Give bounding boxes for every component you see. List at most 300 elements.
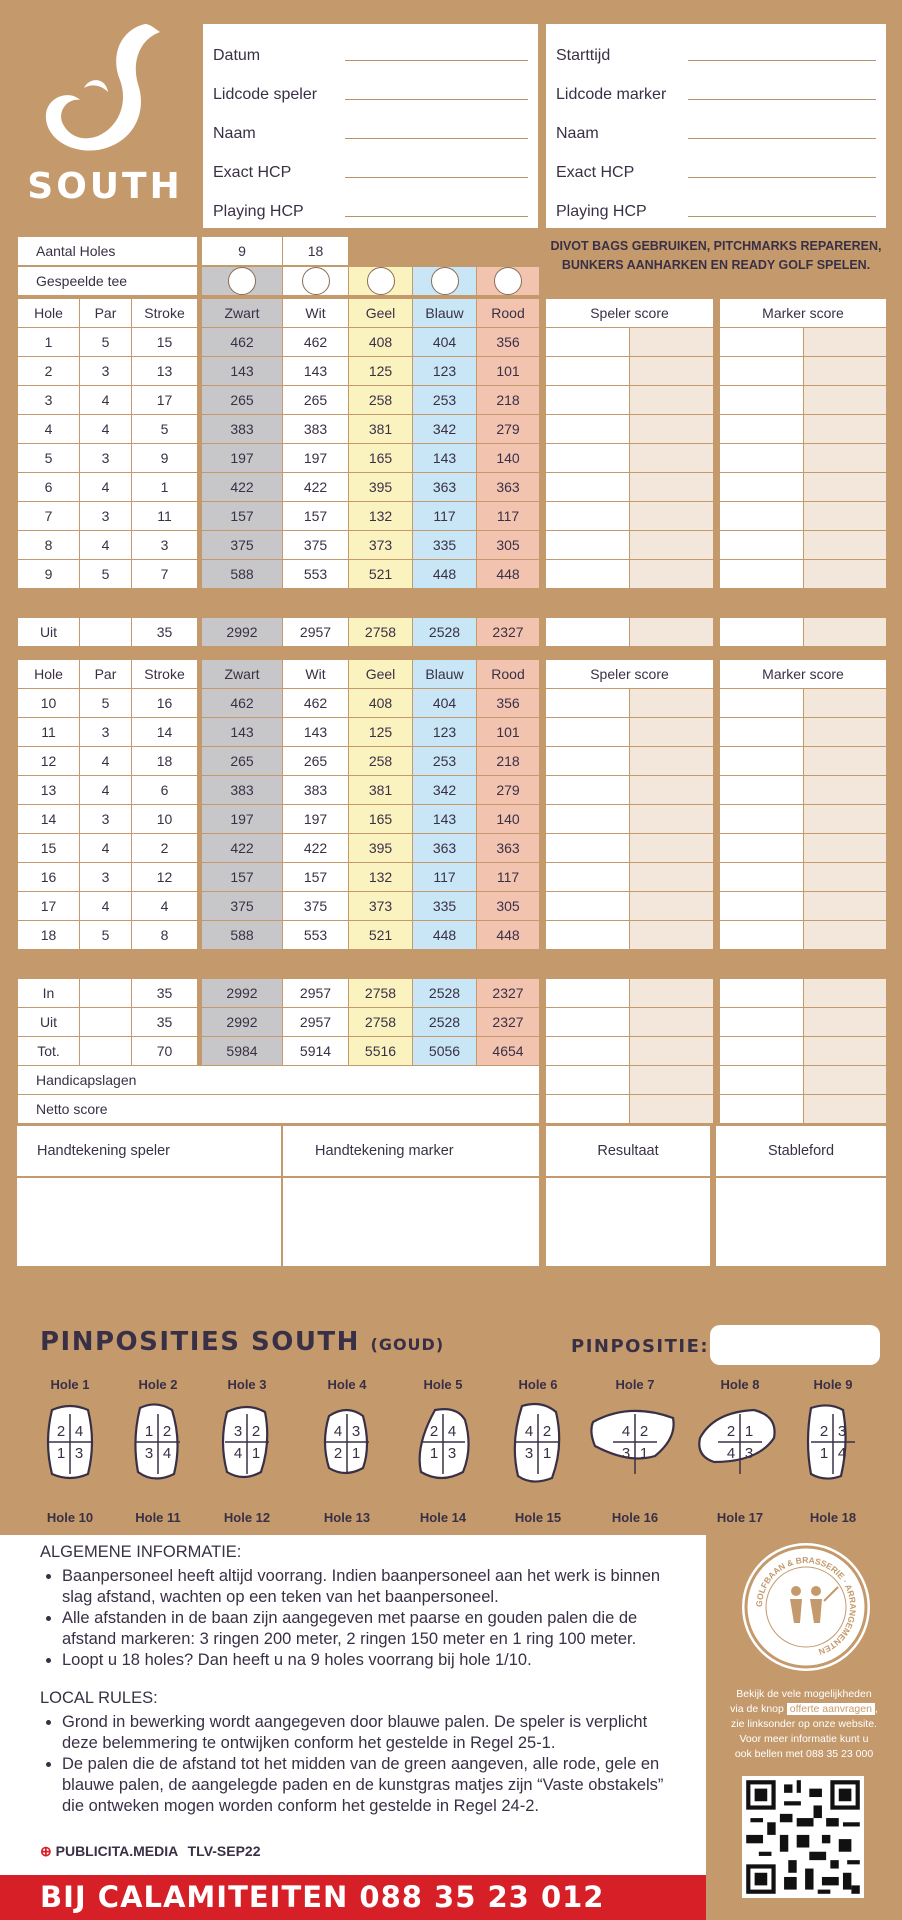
hole-label-bottom: Hole 16 [611,1510,659,1525]
distance-rood-cell: 305 [477,531,540,560]
distance-blauw-cell: 143 [413,444,477,473]
emergency-footer: BIJ CALAMITEITEN 088 35 23 012 [0,1875,706,1920]
general-info-title: ALGEMENE INFORMATIE: [40,1543,242,1561]
par-cell: 4 [80,747,132,776]
table-row [18,444,887,473]
table-row [18,805,887,834]
par-cell: 3 [80,805,132,834]
distance-blauw-cell: 335 [413,531,477,560]
distance-zwart-cell: 265 [202,747,283,776]
svg-text:1: 1 [744,1423,754,1440]
speler-score-cell[interactable] [546,834,630,863]
svg-text:1: 1 [542,1445,552,1462]
green-diagram-icon [803,1402,863,1486]
distance-wit-cell: 2957 [283,1008,349,1037]
speler-score-cell[interactable] [546,863,630,892]
player-playing-hcp-field[interactable] [345,216,528,217]
marker-points-cell[interactable] [804,531,887,560]
marker-points-cell[interactable] [804,863,887,892]
hole-cell: 7 [18,502,80,531]
distance-rood-cell: 101 [477,718,540,747]
col-header-speler-score: Speler score [546,660,714,689]
speler-score-cell[interactable] [546,1008,630,1037]
table-row [18,328,887,357]
table-row [18,560,887,589]
svg-text:1: 1 [819,1445,829,1462]
distance-wit-cell: 5914 [283,1037,349,1066]
distance-geel-cell: 165 [349,444,413,473]
distance-wit-cell: 375 [283,892,349,921]
distance-rood-cell: 218 [477,386,540,415]
stroke-cell: 5 [132,415,198,444]
distance-geel-cell: 373 [349,531,413,560]
col-header-blauw: Blauw [413,660,477,689]
marker-score-cell[interactable] [720,979,804,1008]
marker-points-cell[interactable] [804,444,887,473]
hole-label-bottom: Hole 14 [419,1510,467,1525]
tee-option-wit[interactable] [283,267,349,296]
speler-score-cell[interactable] [546,444,630,473]
marker-code-field[interactable] [688,99,876,100]
par-cell: 5 [80,921,132,950]
svg-text:4: 4 [74,1423,84,1440]
marker-points-cell[interactable] [804,1008,887,1037]
distance-rood-cell: 279 [477,776,540,805]
stroke-cell: 2 [132,834,198,863]
radio-circle-icon [302,267,330,295]
logo-wordmark: SOUTH [27,166,183,207]
marker-score-cell[interactable] [720,502,804,531]
badge-text: GOLFBAAN & BRASSERIE · ARRANGEMENTEN [753,1554,859,1657]
marker-points-cell[interactable] [804,560,887,589]
marker-points-cell[interactable] [804,776,887,805]
distance-geel-cell: 125 [349,718,413,747]
table-row [18,863,887,892]
table-row [18,834,887,863]
marker-points-cell[interactable] [804,502,887,531]
green-diagram-icon [589,1402,681,1486]
tee-option-geel[interactable] [349,267,413,296]
holes-option-18[interactable]: 18 [283,237,349,266]
marker-points-cell[interactable] [804,357,887,386]
distance-blauw-cell: 253 [413,747,477,776]
speler-score-cell[interactable] [546,689,630,718]
marker-name-field[interactable] [688,138,876,139]
marker-score-cell[interactable] [720,560,804,589]
distance-zwart-cell: 157 [202,502,283,531]
speler-score-cell[interactable] [546,473,630,502]
svg-text:2: 2 [542,1423,552,1440]
marker-points-cell[interactable] [804,328,887,357]
distance-blauw-cell: 5056 [413,1037,477,1066]
svg-text:4: 4 [162,1445,172,1462]
speler-points-cell[interactable] [630,979,714,1008]
distance-wit-cell: 422 [283,473,349,502]
list-item: • Loopt u 18 holes? Dan heeft u na 9 holes voorrang bij hole 1/10. [62,1650,666,1671]
signature-player-box[interactable] [17,1126,281,1266]
distance-geel-cell: 381 [349,415,413,444]
col-header-geel: Geel [349,299,413,328]
par-cell: 5 [80,560,132,589]
par-cell [80,1008,132,1037]
distance-wit-cell: 157 [283,502,349,531]
player-code-field[interactable] [345,99,528,100]
stroke-cell: 1 [132,473,198,502]
distance-blauw-cell: 448 [413,921,477,950]
brasserie-badge [742,1543,870,1671]
marker-points-cell[interactable] [804,805,887,834]
list-item: • Grond in bewerking wordt aangegeven door blauwe palen. De speler is verplicht deze belemmering te ontwijken conform het gestelde in Regel 25-1. [62,1712,666,1754]
svg-text:2: 2 [333,1445,343,1462]
marker-points-cell[interactable] [804,921,887,950]
speler-score-cell[interactable] [546,805,630,834]
green-diagram-icon [317,1402,377,1486]
hole-label-bottom: Hole 12 [223,1510,271,1525]
par-cell: 3 [80,718,132,747]
promo-line: zie linksonder op onze website. [731,1718,877,1730]
marker-score-cell[interactable] [720,386,804,415]
par-cell: 3 [80,444,132,473]
distance-wit-cell: 197 [283,805,349,834]
distance-rood-cell: 2327 [477,979,540,1008]
svg-text:3: 3 [837,1423,847,1440]
speler-score-cell[interactable] [546,618,630,647]
hole-cell: 6 [18,473,80,502]
list-item: • De palen die de afstand tot het midden van de green aangeven, alle rode, gele en blauwe palen, de aangelegde paden en de kunstgras matjes zijn “Vaste obstakels” die ontweken mogen worden conform het gestelde in Regel 24-2. [62,1754,666,1817]
hole-cell: 10 [18,689,80,718]
marker-points-cell[interactable] [804,415,887,444]
speler-score-cell[interactable] [546,357,630,386]
table-row [18,386,887,415]
marker-points-cell[interactable] [804,718,887,747]
speler-score-cell[interactable] [546,718,630,747]
marker-playing-hcp-field[interactable] [688,216,876,217]
tee-option-zwart[interactable] [202,267,283,296]
hole-label-bottom: Hole 15 [514,1510,562,1525]
signature-marker-box[interactable] [283,1126,539,1266]
field-label: Exact HCP [213,163,292,181]
speler-points-cell[interactable] [630,834,714,863]
stroke-cell: 16 [132,689,198,718]
pin-position-label: PINPOSITIE: [571,1336,710,1357]
local-rules-title: LOCAL RULES: [40,1689,158,1707]
marker-points-cell[interactable] [804,1066,887,1095]
speler-points-cell[interactable] [630,415,714,444]
svg-text:3: 3 [233,1423,243,1440]
green-diagram-icon [40,1402,100,1486]
marker-score-cell[interactable] [720,747,804,776]
marker-points-cell[interactable] [804,689,887,718]
distance-zwart-cell: 157 [202,863,283,892]
signature-marker-label: Handtekening marker [283,1126,539,1178]
distance-rood-cell: 2327 [477,618,540,647]
holes-label: Aantal Holes [18,237,198,266]
stroke-cell: 13 [132,357,198,386]
signature-player-label: Handtekening speler [17,1126,281,1178]
marker-points-cell[interactable] [804,979,887,1008]
col-header-wit: Wit [283,660,349,689]
marker-points-cell[interactable] [804,1095,887,1124]
speler-points-cell[interactable] [630,892,714,921]
distance-geel-cell: 2758 [349,618,413,647]
result-label: Resultaat [546,1126,710,1178]
distance-wit-cell: 383 [283,776,349,805]
marker-points-cell[interactable] [804,747,887,776]
svg-text:1: 1 [144,1423,154,1440]
par-cell: 5 [80,689,132,718]
marker-score-cell[interactable] [720,1008,804,1037]
stroke-cell: 70 [132,1037,198,1066]
distance-zwart-cell: 383 [202,776,283,805]
hole-label-bottom: Hole 17 [716,1510,764,1525]
offerte-link[interactable]: offerte aanvragen [787,1703,875,1715]
field-label: Datum [213,46,261,64]
speler-score-cell[interactable] [546,531,630,560]
distance-wit-cell: 462 [283,328,349,357]
green-diagram-icon [508,1402,568,1486]
speler-score-cell[interactable] [546,560,630,589]
speler-points-cell[interactable] [630,689,714,718]
distance-zwart-cell: 143 [202,357,283,386]
marker-score-cell[interactable] [720,1095,804,1124]
pin-position-input[interactable] [710,1325,880,1365]
marker-score-cell[interactable] [720,531,804,560]
list-item: • Baanpersoneel heeft altijd voorrang. Indien baanpersoneel aan het werk is binnen slag afstand, wachten op een teken van het baanpersoneel. [62,1566,666,1608]
marker-score-cell[interactable] [720,863,804,892]
marker-score-cell[interactable] [720,805,804,834]
table-row [18,1066,887,1095]
table-row [18,1095,887,1124]
date-field[interactable] [345,60,528,61]
speler-score-cell[interactable] [546,921,630,950]
marker-points-cell[interactable] [804,834,887,863]
speler-score-cell[interactable] [546,1095,630,1124]
marker-points-cell[interactable] [804,386,887,415]
distance-zwart-cell: 375 [202,892,283,921]
svg-text:1: 1 [429,1445,439,1462]
distance-rood-cell: 140 [477,444,540,473]
tee-option-rood[interactable] [477,267,540,296]
stroke-cell: 8 [132,921,198,950]
distance-blauw-cell: 448 [413,560,477,589]
svg-text:3: 3 [144,1445,154,1462]
distance-geel-cell: 395 [349,473,413,502]
marker-score-cell[interactable] [720,921,804,950]
marker-points-cell[interactable] [804,892,887,921]
speler-points-cell[interactable] [630,718,714,747]
col-header-rood: Rood [477,299,540,328]
distance-geel-cell: 132 [349,863,413,892]
svg-text:4: 4 [447,1423,457,1440]
speler-score-cell[interactable] [546,979,630,1008]
speler-points-cell[interactable] [630,863,714,892]
green-diagram-icon [128,1402,188,1486]
hole-cell: 2 [18,357,80,386]
player-name-field[interactable] [345,138,528,139]
tee-selection-table [17,266,540,296]
front-nine-table [17,298,887,647]
marker-points-cell[interactable] [804,473,887,502]
speler-points-cell[interactable] [630,1066,714,1095]
distance-blauw-cell: 404 [413,689,477,718]
publicita-name: PUBLICITA.MEDIA [55,1843,178,1859]
speler-points-cell[interactable] [630,747,714,776]
marker-score-cell[interactable] [720,834,804,863]
marker-score-cell[interactable] [720,444,804,473]
marker-points-cell[interactable] [804,1037,887,1066]
svg-text:2: 2 [726,1423,736,1440]
svg-text:3: 3 [351,1423,361,1440]
distance-geel-cell: 5516 [349,1037,413,1066]
table-row [18,415,887,444]
distance-blauw-cell: 2528 [413,1008,477,1037]
hole-cell: 14 [18,805,80,834]
stroke-cell: 35 [132,1008,198,1037]
speler-score-cell[interactable] [546,1066,630,1095]
par-cell: 4 [80,531,132,560]
promo-line: ook bellen met 088 35 23 000 [734,1748,874,1760]
distance-zwart-cell: 143 [202,718,283,747]
marker-score-cell[interactable] [720,776,804,805]
distance-zwart-cell: 197 [202,444,283,473]
par-cell: 4 [80,834,132,863]
distance-rood-cell: 117 [477,502,540,531]
col-header-geel: Geel [349,660,413,689]
table-row [18,1037,887,1066]
hole-label-bottom: Hole 10 [46,1510,94,1525]
qr-code[interactable] [742,1776,864,1898]
result-box[interactable] [546,1126,710,1266]
distance-zwart-cell: 5984 [202,1037,283,1066]
header-row [18,299,887,328]
distance-zwart-cell: 2992 [202,979,283,1008]
speler-points-cell[interactable] [630,386,714,415]
marker-score-cell[interactable] [720,618,804,647]
speler-points-cell[interactable] [630,776,714,805]
stroke-cell: 12 [132,863,198,892]
col-header-stroke: Stroke [132,299,198,328]
header-row [18,660,887,689]
holes-option-9[interactable]: 9 [202,237,283,266]
course-etiquette-notice: DIVOT BAGS GEBRUIKEN, PITCHMARKS REPAREREN, BUNKERS AANHARKEN EN READY GOLF SPELEN. [550,239,882,272]
table-row [18,776,887,805]
info-panel [0,1535,706,1875]
hole-label-top: Hole 8 [720,1377,760,1392]
distance-zwart-cell: 2992 [202,618,283,647]
distance-wit-cell: 157 [283,863,349,892]
stroke-cell: 17 [132,386,198,415]
speler-score-cell[interactable] [546,415,630,444]
speler-score-cell[interactable] [546,502,630,531]
speler-points-cell[interactable] [630,357,714,386]
hole-label-top: Hole 4 [327,1377,367,1392]
speler-points-cell[interactable] [630,1037,714,1066]
distance-rood-cell: 218 [477,747,540,776]
marker-points-cell[interactable] [804,618,887,647]
distance-rood-cell: 140 [477,805,540,834]
marker-score-cell[interactable] [720,357,804,386]
radio-circle-icon [367,267,395,295]
col-header-hole: Hole [18,660,80,689]
distance-zwart-cell: 462 [202,689,283,718]
stroke-cell: 7 [132,560,198,589]
speler-score-cell[interactable] [546,892,630,921]
player-info-box [203,24,538,228]
par-cell: 4 [80,386,132,415]
hole-cell: 12 [18,747,80,776]
speler-score-cell[interactable] [546,1037,630,1066]
marker-score-cell[interactable] [720,892,804,921]
stableford-label: Stableford [716,1126,886,1178]
green-diagram-icon [217,1402,277,1486]
marker-score-cell[interactable] [720,718,804,747]
distance-zwart-cell: 422 [202,473,283,502]
distance-rood-cell: 363 [477,473,540,502]
speler-score-cell[interactable] [546,386,630,415]
distance-wit-cell: 553 [283,921,349,950]
pin-title-subtitle: (GOUD) [370,1335,445,1354]
speler-score-cell[interactable] [546,747,630,776]
svg-text:2: 2 [429,1423,439,1440]
speler-points-cell[interactable] [630,473,714,502]
distance-zwart-cell: 375 [202,531,283,560]
field-label: Lidcode speler [213,85,318,103]
speler-points-cell[interactable] [630,560,714,589]
distance-rood-cell: 279 [477,415,540,444]
speler-points-cell[interactable] [630,444,714,473]
marker-score-cell[interactable] [720,1066,804,1095]
start-time-field[interactable] [688,60,876,61]
col-header-marker-score: Marker score [720,660,887,689]
col-header-zwart: Zwart [202,299,283,328]
speler-points-cell[interactable] [630,805,714,834]
stroke-cell: 6 [132,776,198,805]
list-item: • Alle afstanden in de baan zijn aangegeven met paarse en gouden palen die de afstand markeren: 3 ringen 200 meter, 2 ringen 150 meter en 1 ring 100 meter. [62,1608,666,1650]
speler-points-cell[interactable] [630,1008,714,1037]
par-cell [80,618,132,647]
marker-score-cell[interactable] [720,689,804,718]
stroke-cell: 35 [132,618,198,647]
speler-points-cell[interactable] [630,328,714,357]
speler-points-cell[interactable] [630,502,714,531]
distance-zwart-cell: 422 [202,834,283,863]
stableford-box[interactable] [716,1126,886,1266]
hole-cell: 13 [18,776,80,805]
svg-text:1: 1 [56,1445,66,1462]
marker-score-cell[interactable] [720,1037,804,1066]
col-header-zwart: Zwart [202,660,283,689]
distance-geel-cell: 521 [349,560,413,589]
distance-geel-cell: 125 [349,357,413,386]
speler-points-cell[interactable] [630,921,714,950]
marker-exact-hcp-field[interactable] [688,177,876,178]
marker-score-cell[interactable] [720,328,804,357]
distance-zwart-cell: 383 [202,415,283,444]
speler-points-cell[interactable] [630,1095,714,1124]
marker-score-cell[interactable] [720,415,804,444]
tee-option-blauw[interactable] [413,267,477,296]
speler-score-cell[interactable] [546,776,630,805]
col-header-marker-score: Marker score [720,299,887,328]
col-header-par: Par [80,299,132,328]
speler-score-cell[interactable] [546,328,630,357]
player-exact-hcp-field[interactable] [345,177,528,178]
par-cell: 4 [80,892,132,921]
speler-points-cell[interactable] [630,531,714,560]
distance-blauw-cell: 143 [413,805,477,834]
speler-points-cell[interactable] [630,618,714,647]
marker-score-cell[interactable] [720,473,804,502]
